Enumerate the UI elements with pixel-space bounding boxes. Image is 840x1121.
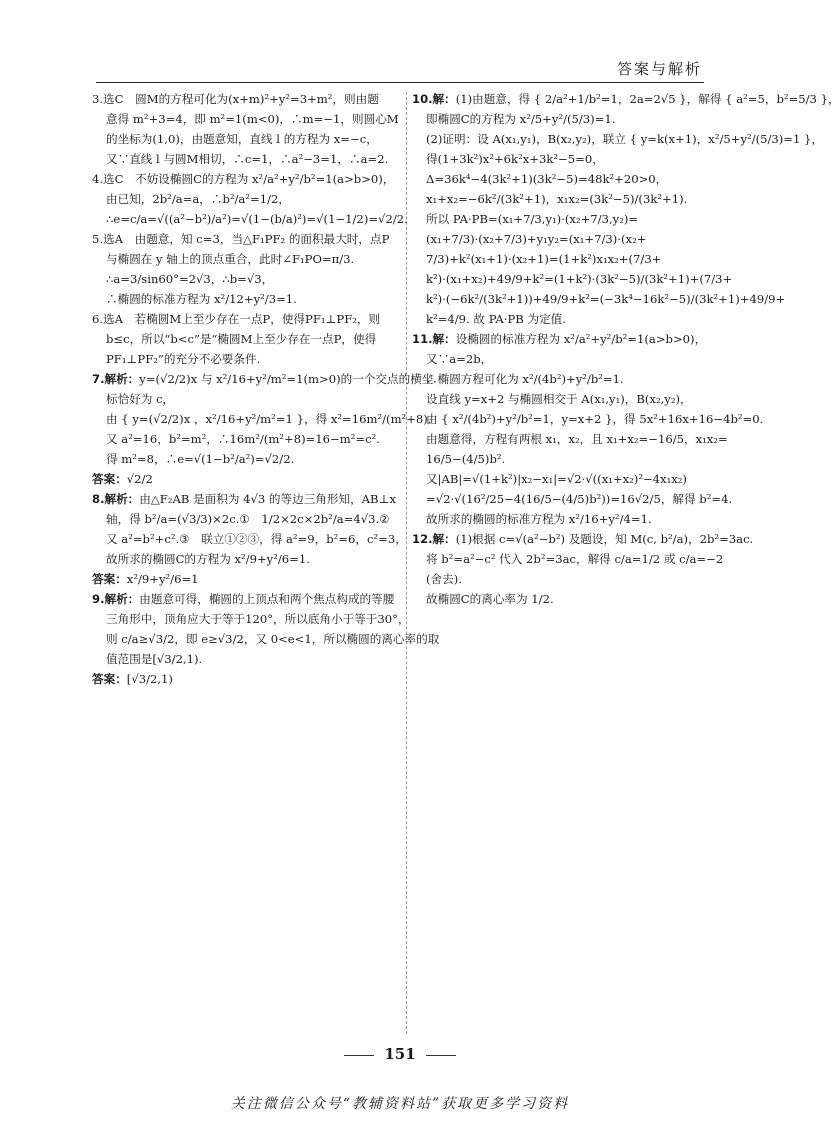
solution-label: 12.解： bbox=[412, 532, 456, 546]
solution-line bbox=[412, 312, 712, 326]
solution-line bbox=[92, 172, 402, 186]
solution-text: 16/5−(4/5)b². bbox=[426, 452, 506, 466]
solution-text: 设直线 y=x+2 与椭圆相交于 A(x₁,y₁)，B(x₂,y₂)， bbox=[426, 392, 692, 406]
solution-line bbox=[92, 312, 402, 326]
solution-line bbox=[412, 552, 724, 566]
solution-q8 bbox=[92, 492, 407, 586]
page-number-dash-left bbox=[344, 1055, 374, 1056]
solution-text: 得(1+3k²)x²+6k²x+3k²−5=0， bbox=[426, 152, 604, 166]
solution-line bbox=[92, 652, 402, 666]
page-number-text: 151 bbox=[384, 1045, 416, 1063]
solution-line bbox=[412, 432, 728, 446]
solution-line bbox=[412, 132, 824, 146]
solution-text: 又∵a=2b， bbox=[426, 352, 493, 366]
solution-text: 5.选A 由题意，知 c=3，当△F₁PF₂ 的面积最大时，点P bbox=[92, 232, 390, 246]
column-divider bbox=[406, 92, 407, 1034]
answer-value: x²/9+y²/6=1 bbox=[126, 572, 199, 586]
solution-text: k²)·(−6k²/(3k²+1))+49/9+k²=(−3k⁴−16k²−5)/(3k²+1)+49/9+ bbox=[426, 292, 786, 306]
solution-text: 设椭圆的标准方程为 x²/a²+y²/b²=1(a>b>0)， bbox=[455, 332, 707, 346]
solution-text: 3.选C 圆M的方程可化为(x+m)²+y²=3+m²，则由题 bbox=[92, 92, 379, 106]
solution-text: y=(√2/2)x 与 x²/16+y²/m²=1(m>0)的一个交点的横坐 bbox=[139, 372, 434, 386]
answer-label: 答案： bbox=[92, 472, 127, 486]
solution-q11 bbox=[412, 332, 764, 526]
solution-line bbox=[412, 512, 712, 526]
answer-value: √2/2 bbox=[126, 472, 153, 486]
header-rule bbox=[96, 82, 704, 83]
solution-text: 故所求的椭圆C的方程为 x²/9+y²/6=1. bbox=[106, 552, 310, 566]
solution-text: 由已知，2b²/a=a，∴b²/a²=1/2， bbox=[106, 192, 290, 206]
solution-line bbox=[412, 352, 712, 366]
solution-text: 又 a²=16，b²=m²，∴16m²/(m²+8)=16−m²=c². bbox=[106, 432, 380, 446]
solution-text: 轴，得 b²/a=(√3/3)×2c.① 1/2×2c×2b²/a=4√3.② bbox=[106, 512, 390, 526]
solution-line bbox=[92, 452, 402, 466]
solution-q7 bbox=[92, 372, 434, 486]
solution-line bbox=[92, 92, 402, 106]
solution-label: 9.解析： bbox=[92, 592, 140, 606]
solution-q6 bbox=[92, 312, 402, 366]
solution-text: x₁+x₂=−6k²/(3k²+1)，x₁x₂=(3k²−5)/(3k²+1). bbox=[426, 192, 688, 206]
solution-text: ∴椭圆的标准方程为 x²/12+y²/3=1. bbox=[106, 292, 297, 306]
solution-text: 由 { x²/(4b²)+y²/b²=1，y=x+2 }，得 5x²+16x+16−4b²=0. bbox=[426, 412, 764, 426]
solution-line bbox=[412, 92, 840, 106]
solution-line bbox=[92, 372, 434, 386]
solution-line bbox=[92, 352, 402, 366]
answer-value: [√3/2,1) bbox=[126, 672, 173, 686]
solution-line bbox=[412, 332, 712, 346]
solution-text: 又∵直线 l 与圆M相切，∴c=1，∴a²−3=1，∴a=2. bbox=[106, 152, 389, 166]
solution-line bbox=[412, 492, 733, 506]
solution-line bbox=[92, 132, 402, 146]
solution-line bbox=[92, 152, 402, 166]
solution-q4 bbox=[92, 172, 408, 226]
solution-line bbox=[92, 252, 402, 266]
solution-line bbox=[92, 112, 402, 126]
solution-line bbox=[412, 272, 733, 286]
solution-text: 又|AB|=√(1+k²)|x₂−x₁|=√2·√((x₁+x₂)²−4x₁x₂) bbox=[426, 472, 687, 486]
solution-text: (x₁+7/3)·(x₂+7/3)+y₁y₂=(x₁+7/3)·(x₂+ bbox=[426, 232, 647, 246]
solution-text: 6.选A 若椭圆M上至少存在一点P，使得PF₁⊥PF₂，则 bbox=[92, 312, 381, 326]
solution-text: (舍去). bbox=[426, 572, 462, 586]
solution-line bbox=[412, 452, 712, 466]
solution-text: ∴a=3/sin60°=2√3，∴b=√3， bbox=[106, 272, 274, 286]
solution-text: ∴椭圆方程可化为 x²/(4b²)+y²/b²=1. bbox=[426, 372, 624, 386]
solution-line bbox=[92, 392, 402, 406]
solution-line bbox=[412, 172, 712, 186]
solution-line bbox=[412, 252, 712, 266]
solution-line bbox=[92, 552, 402, 566]
solution-text: k²=4/9. 故 PA·PB 为定值. bbox=[426, 312, 566, 326]
solution-text: 即椭圆C的方程为 x²/5+y²/(5/3)=1. bbox=[426, 112, 616, 126]
solution-line bbox=[92, 432, 402, 446]
solution-q5 bbox=[92, 232, 402, 306]
solution-text: (1)根据 c=√(a²−b²) 及题设，知 M(c, b²/a)，2b²=3ac. bbox=[455, 532, 754, 546]
solution-text: 故椭圆C的离心率为 1/2. bbox=[426, 592, 554, 606]
solution-text: 意得 m²+3=4，即 m²=1(m<0)，∴m=−1，则圆心M bbox=[106, 112, 399, 126]
solution-text: 标恰好为 c， bbox=[106, 392, 175, 406]
page-number bbox=[0, 1045, 800, 1063]
solution-line bbox=[92, 292, 402, 306]
solution-text: (1)由题意，得 { 2/a²+1/b²=1，2a=2√5 }，解得 { a²=5，b²=5/3 }， bbox=[455, 92, 840, 106]
solution-line bbox=[92, 192, 402, 206]
solution-text: 由 { y=(√2/2)x ，x²/16+y²/m²=1 }，得 x²=16m²/(m²+8). bbox=[106, 412, 432, 426]
solution-line bbox=[412, 212, 712, 226]
solution-line bbox=[412, 292, 786, 306]
answer-label: 答案： bbox=[92, 572, 127, 586]
solution-text: 所以 PA·PB=(x₁+7/3,y₁)·(x₂+7/3,y₂)= bbox=[426, 212, 639, 226]
solution-text: 值范围是[√3/2,1). bbox=[106, 652, 203, 666]
solution-text: 由题意得，方程有两根 x₁，x₂，且 x₁+x₂=−16/5，x₁x₂= bbox=[426, 432, 728, 446]
solution-text: 的坐标为(1,0)，由题意知，直线 l 的方程为 x=−c， bbox=[106, 132, 378, 146]
solution-line bbox=[412, 472, 712, 486]
solution-text: 4.选C 不妨设椭圆C的方程为 x²/a²+y²/b²=1(a>b>0)， bbox=[92, 172, 395, 186]
solution-text: k²)·(x₁+x₂)+49/9+k²=(1+k²)·(3k²−5)/(3k²+1)+(7/3+ bbox=[426, 272, 733, 286]
solution-text: (2)证明：设 A(x₁,y₁)，B(x₂,y₂)，联立 { y=k(x+1)，x²/5+y²/(5/3)=1 }， bbox=[426, 132, 824, 146]
solution-text: 又 a²=b²+c².③ 联立①②③，得 a²=9，b²=6，c²=3， bbox=[106, 532, 407, 546]
solution-line bbox=[412, 572, 712, 586]
solution-text: 故所求的椭圆的标准方程为 x²/16+y²/4=1. bbox=[426, 512, 652, 526]
solution-line bbox=[92, 632, 440, 646]
solution-text: 得 m²=8，∴e=√(1−b²/a²)=√2/2. bbox=[106, 452, 295, 466]
solution-label: 10.解： bbox=[412, 92, 456, 106]
solution-text: ∴e=c/a=√((a²−b²)/a²)=√(1−(b/a)²)=√(1−1/2)=√2/2. bbox=[106, 212, 408, 226]
solution-line bbox=[412, 192, 712, 206]
header-title: 答案与解析 bbox=[616, 60, 702, 78]
solution-line bbox=[92, 232, 402, 246]
solution-text: b≤c，所以“b<c”是“椭圆M上至少存在一点P，使得 bbox=[106, 332, 377, 346]
page-number-dash-right bbox=[426, 1055, 456, 1056]
solution-text: 与椭圆在 y 轴上的顶点重合，此时∠F₁PO=π/3. bbox=[106, 252, 355, 266]
solution-line bbox=[92, 212, 408, 226]
solution-line bbox=[412, 592, 712, 606]
answer-line bbox=[92, 672, 402, 686]
solution-text: 7/3)+k²(x₁+1)·(x₂+1)=(1+k²)x₁x₂+(7/3+ bbox=[426, 252, 662, 266]
solution-q12 bbox=[412, 532, 754, 606]
solution-line bbox=[92, 412, 432, 426]
solution-line bbox=[92, 332, 402, 346]
solution-line bbox=[412, 112, 712, 126]
solution-line bbox=[92, 592, 402, 606]
answer-label: 答案： bbox=[92, 672, 127, 686]
solution-text: 则 c/a≥√3/2，即 e≥√3/2，又 0<e<1，所以椭圆的离心率的取 bbox=[106, 632, 440, 646]
solution-q9 bbox=[92, 592, 440, 686]
solution-line bbox=[412, 392, 712, 406]
solution-line bbox=[92, 512, 402, 526]
solution-line bbox=[92, 272, 402, 286]
solution-line bbox=[412, 232, 712, 246]
solution-text: 由题意可得，椭圆的上顶点和两个焦点构成的等腰 bbox=[139, 592, 395, 606]
solution-label: 11.解： bbox=[412, 332, 456, 346]
solution-q10 bbox=[412, 92, 840, 326]
solution-line bbox=[92, 492, 402, 506]
solution-line bbox=[412, 412, 764, 426]
solution-line bbox=[92, 532, 407, 546]
answer-line bbox=[92, 472, 402, 486]
solution-line bbox=[92, 612, 410, 626]
solution-label: 7.解析： bbox=[92, 372, 140, 386]
solution-line bbox=[412, 372, 712, 386]
solution-line bbox=[412, 532, 754, 546]
solution-text: PF₁⊥PF₂”的充分不必要条件. bbox=[106, 352, 261, 366]
answer-line bbox=[92, 572, 402, 586]
solution-text: =√2·√(16²/25−4(16/5−(4/5)b²))=16√2/5，解得 b²=4. bbox=[426, 492, 733, 506]
solution-q3 bbox=[92, 92, 402, 166]
footer-note: 关注微信公众号“教辅资料站”获取更多学习资料 bbox=[230, 1096, 570, 1112]
solution-text: 由△F₂AB 是面积为 4√3 的等边三角形知，AB⊥x bbox=[139, 492, 397, 506]
solution-text: 三角形中，顶角应大于等于120°，所以底角小于等于30°， bbox=[106, 612, 410, 626]
solution-label: 8.解析： bbox=[92, 492, 140, 506]
right-column bbox=[412, 92, 840, 612]
solution-line bbox=[412, 152, 712, 166]
solution-text: 将 b²=a²−c² 代入 2b²=3ac，解得 c/a=1/2 或 c/a=−2 bbox=[426, 552, 724, 566]
solution-text: Δ=36k⁴−4(3k²+1)(3k²−5)=48k²+20>0， bbox=[426, 172, 668, 186]
